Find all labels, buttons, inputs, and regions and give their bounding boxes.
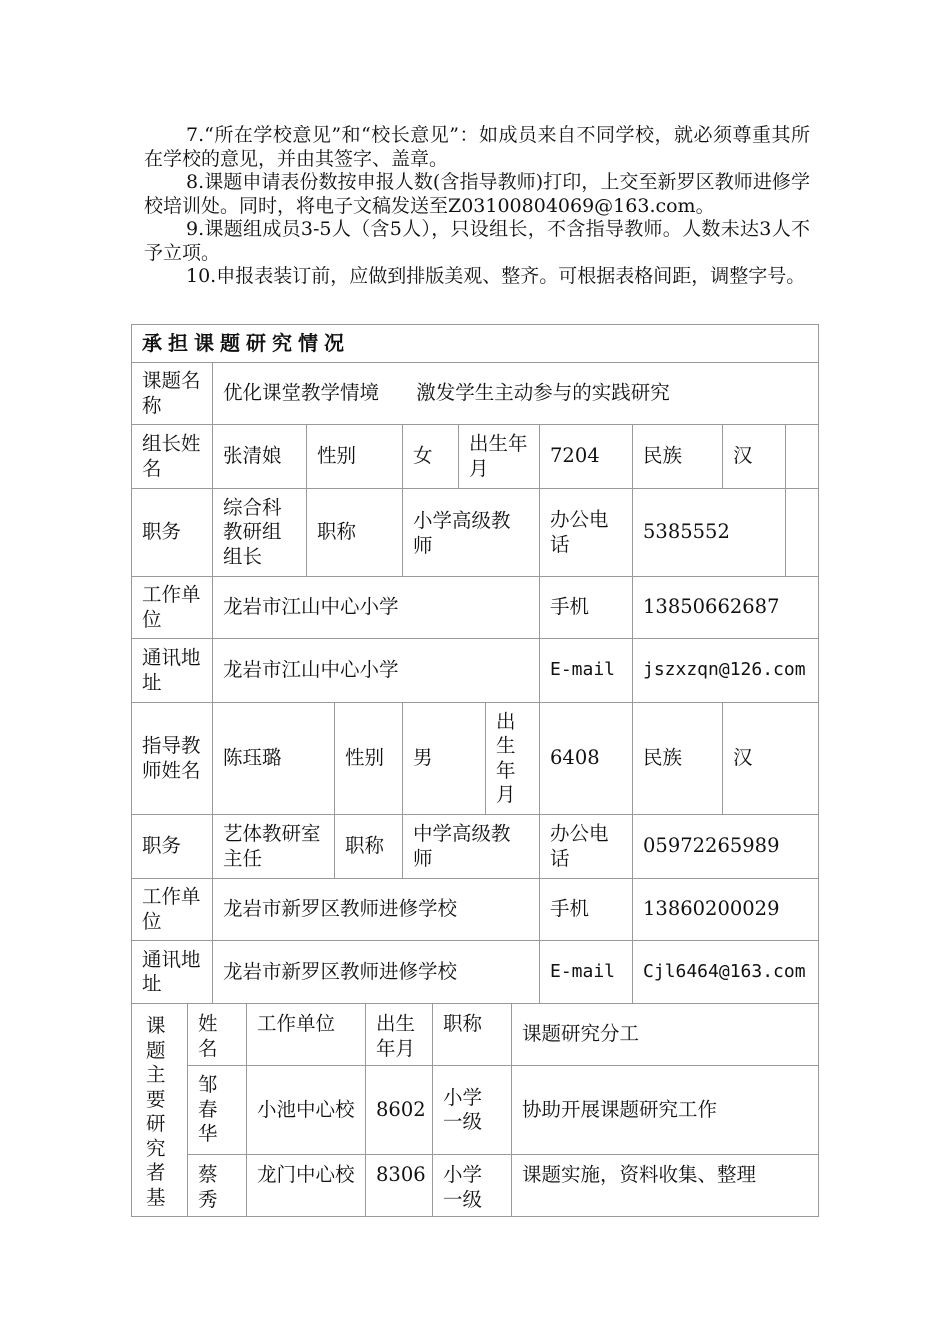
topic-value: 优化课堂教学情境 激发学生主动参与的实践研究 [212, 362, 819, 425]
col-title: 职称 [432, 1003, 512, 1066]
advisor-mobile-label: 手机 [539, 878, 633, 941]
table-row-birth: 8306 [365, 1154, 433, 1217]
researchers-section-label: 课题主要研究者基 [131, 1003, 188, 1217]
advisor-birth-label: 出生年月 [485, 702, 540, 815]
advisor-email: Cjl6464@163.com [632, 940, 819, 1004]
note-7: 7.“所在学校意见”和“校长意见”：如成员来自不同学校，就必须尊重其所在学校的意见，并由其签字、盖章。 [144, 124, 810, 170]
advisor-address: 龙岩市新罗区教师进修学校 [212, 940, 540, 1004]
table-row-task: 课题实施，资料收集、整理 [511, 1154, 819, 1217]
leader-post: 综合科教研组组长 [212, 488, 307, 577]
advisor-gender-label: 性别 [334, 702, 403, 815]
leader-work-unit-label: 工作单位 [131, 576, 213, 639]
note-10: 10.申报表装订前，应做到排版美观、整齐。可根据表格间距，调整字号。 [186, 265, 806, 287]
leader-title: 小学高级教师 [402, 488, 540, 577]
leader-email-label: E-mail [539, 638, 633, 703]
leader-gender: 女 [402, 424, 459, 489]
leader-gender-label: 性别 [306, 424, 403, 489]
note-8: 8.课题申请表份数按申报人数(含指导教师)打印，上交至新罗区教师进修学校培训处。同时，将电子文稿发送至Z03100804069@163.com。 [144, 171, 810, 217]
leader-birth: 7204 [539, 424, 633, 489]
leader-address: 龙岩市江山中心小学 [212, 638, 540, 703]
advisor-ethnicity-label: 民族 [632, 702, 723, 815]
leader-ethnicity-label: 民族 [632, 424, 723, 489]
empty-cell [785, 488, 819, 577]
advisor-birth: 6408 [539, 702, 633, 815]
advisor-name-label: 指导教师姓名 [131, 702, 213, 815]
advisor-name: 陈珏璐 [212, 702, 335, 815]
instruction-notes [144, 124, 810, 289]
advisor-title: 中学高级教师 [402, 814, 540, 879]
table-row-title: 小学一级 [432, 1065, 512, 1155]
leader-name-label: 组长姓名 [131, 424, 213, 489]
col-work-unit: 工作单位 [246, 1003, 366, 1066]
leader-birth-label: 出生年月 [458, 424, 540, 489]
table-row-name: 蔡秀 [187, 1154, 247, 1217]
empty-cell [785, 424, 819, 489]
table-row-unit: 龙门中心校 [246, 1154, 366, 1217]
advisor-work-unit-label: 工作单位 [131, 878, 213, 941]
advisor-work-unit: 龙岩市新罗区教师进修学校 [212, 878, 540, 941]
advisor-post: 艺体教研室主任 [212, 814, 335, 879]
leader-email: jszxzqn@126.com [632, 638, 819, 703]
table-row-title: 小学一级 [432, 1154, 512, 1217]
table-row-name: 邹春华 [187, 1065, 247, 1155]
advisor-mobile: 13860200029 [632, 878, 819, 941]
leader-work-unit: 龙岩市江山中心小学 [212, 576, 540, 639]
leader-title-label: 职称 [306, 488, 403, 577]
advisor-post-label: 职务 [131, 814, 213, 879]
advisor-email-label: E-mail [539, 940, 633, 1004]
advisor-ethnicity: 汉 [722, 702, 819, 815]
advisor-address-label: 通讯地址 [131, 940, 213, 1004]
advisor-gender: 男 [402, 702, 486, 815]
leader-office-phone-label: 办公电话 [539, 488, 633, 577]
table-row-task: 协助开展课题研究工作 [511, 1065, 819, 1155]
col-name: 姓名 [187, 1003, 247, 1066]
advisor-title-label: 职称 [334, 814, 403, 879]
advisor-office-phone: 05972265989 [632, 814, 819, 879]
table-row-unit: 小池中心校 [246, 1065, 366, 1155]
note-9: 9.课题组成员3-5人（含5人），只设组长，不含指导教师。人数未达3人不予立项。 [144, 218, 810, 264]
leader-post-label: 职务 [131, 488, 213, 577]
advisor-office-phone-label: 办公电话 [539, 814, 633, 879]
col-birth: 出生年月 [365, 1003, 433, 1066]
leader-ethnicity: 汉 [722, 424, 786, 489]
table-row-birth: 8602 [365, 1065, 433, 1155]
table-header: 承担课题研究情况 [131, 324, 819, 363]
leader-office-phone: 5385552 [632, 488, 786, 577]
col-task: 课题研究分工 [511, 1003, 819, 1066]
leader-mobile: 13850662687 [632, 576, 819, 639]
leader-name: 张清娘 [212, 424, 307, 489]
leader-address-label: 通讯地址 [131, 638, 213, 703]
topic-label: 课题名称 [131, 362, 213, 425]
leader-mobile-label: 手机 [539, 576, 633, 639]
